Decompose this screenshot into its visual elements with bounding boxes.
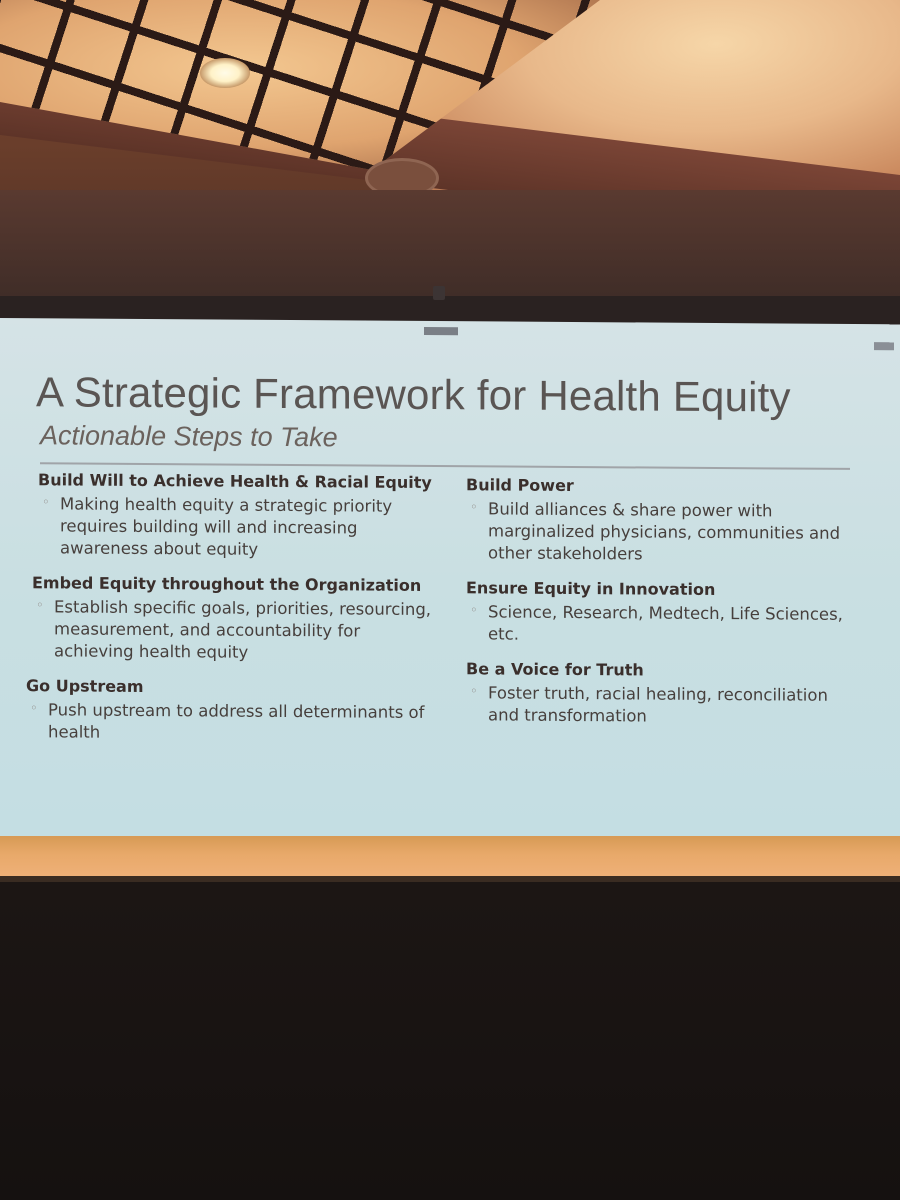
- screen-mount: [433, 286, 445, 300]
- section-go-upstream: [26, 676, 450, 746]
- section-bullet: ◦ Science, Research, Medtech, Life Sciences, etc.: [466, 601, 868, 648]
- section-heading: Be a Voice for Truth: [466, 659, 644, 680]
- section-bullet: ◦ Push upstream to address all determinants of health: [26, 699, 448, 746]
- projected-slide: [0, 318, 900, 844]
- ceiling: [0, 0, 900, 320]
- section-voice-for-truth: [466, 659, 866, 729]
- section-build-will: [38, 470, 450, 562]
- section-bullet: ◦ Establish specific goals, priorities, resourcing, measurement, and accountability for achieving health equity: [32, 596, 434, 665]
- section-ensure-equity: [466, 578, 866, 648]
- section-bullet: ◦ Foster truth, racial healing, reconciliation and transformation: [466, 682, 848, 729]
- title-divider: [40, 462, 850, 470]
- ceiling-light: [200, 58, 250, 88]
- slide-corner-mark: [874, 342, 894, 350]
- section-build-power: [466, 475, 866, 567]
- section-heading: Embed Equity throughout the Organization: [32, 573, 422, 595]
- section-bullet: ◦ Making health equity a strategic priority requires building will and increasing awareness about equity: [38, 493, 420, 562]
- stage-darkness: [0, 882, 900, 1200]
- slide-title: A Strategic Framework for Health Equity: [36, 368, 791, 421]
- slide-subtitle: Actionable Steps to Take: [40, 420, 338, 453]
- section-heading: Go Upstream: [26, 676, 144, 697]
- section-heading: Ensure Equity in Innovation: [466, 578, 716, 599]
- right-column: [466, 475, 866, 743]
- section-embed-equity: [32, 573, 450, 665]
- left-column: [26, 470, 450, 760]
- section-heading: Build Will to Achieve Health & Racial Equity: [38, 470, 432, 493]
- section-bullet: ◦ Build alliances & share power with marginalized physicians, communities and other stakeholders: [466, 498, 858, 567]
- section-heading: Build Power: [466, 475, 574, 496]
- slide-sticker: [424, 327, 458, 335]
